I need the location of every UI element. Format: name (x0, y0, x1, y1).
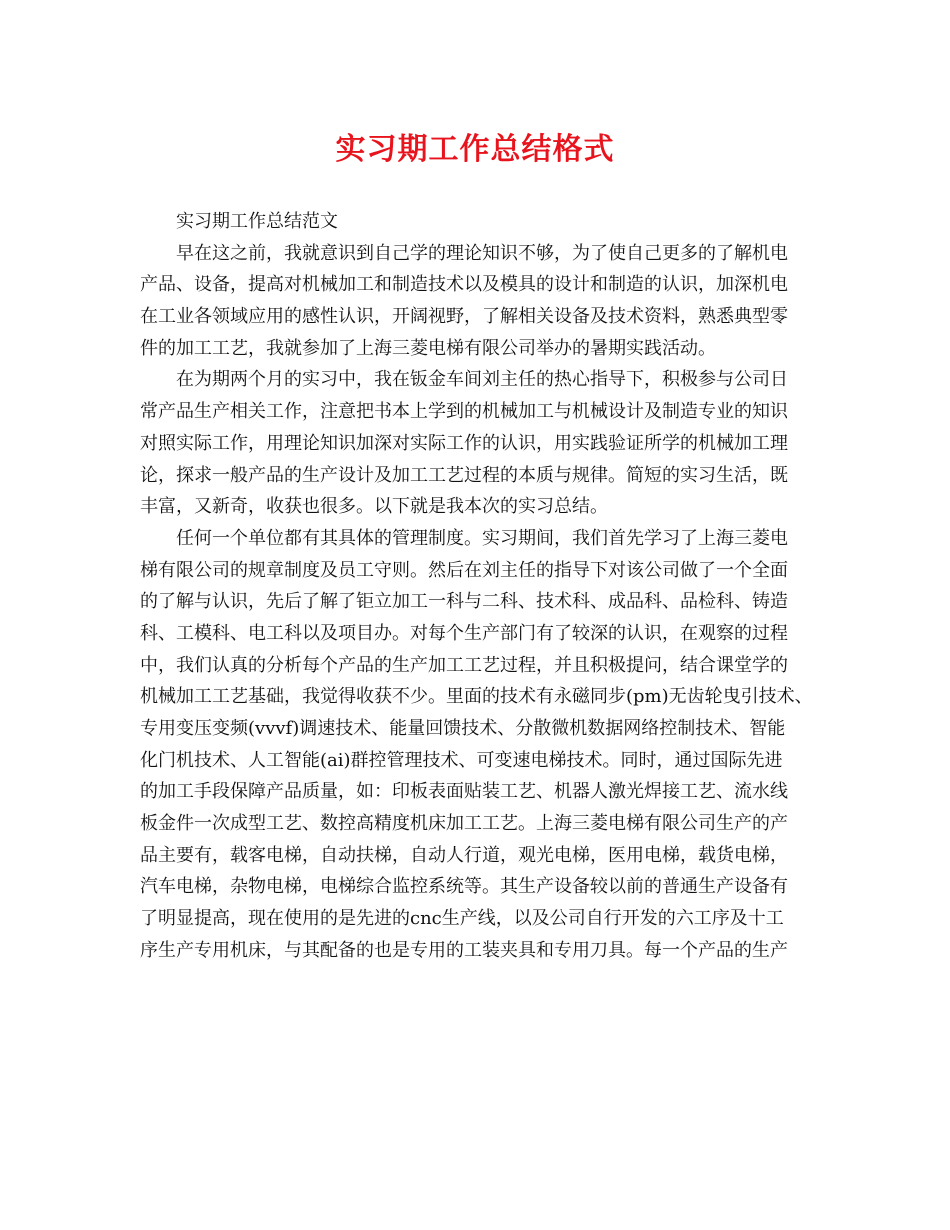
body-text-line: 件的加工工艺，我就参加了上海三菱电梯有限公司举办的暑期实践活动。 (140, 337, 716, 359)
body-text-line: 梯有限公司的规章制度及员工守则。然后在刘主任的指导下对该公司做了一个全面 (140, 559, 788, 581)
body-text-line: 中，我们认真的分析每个产品的生产加工工艺过程，并且积极提问，结合课堂学的 (140, 654, 788, 676)
body-text-line: 在工业各领域应用的感性认识，开阔视野，了解相关设备及技术资料，熟悉典型零 (140, 306, 788, 328)
body-text-line: 丰富，又新奇，收获也很多。以下就是我本次的实习总结。 (140, 496, 608, 518)
body-text-line: 常产品生产相关工作，注意把书本上学到的机械加工与机械设计及制造专业的知识 (140, 401, 788, 423)
body-text-line: 早在这之前，我就意识到自己学的理论知识不够，为了使自己更多的了解机电 (176, 242, 788, 264)
body-text-line: 科、工模科、电工科以及项目办。对每个生产部门有了较深的认识，在观察的过程 (140, 622, 788, 644)
body-text-line: 实习期工作总结范文 (176, 211, 338, 232)
body-text-line: 的加工手段保障产品质量，如：印板表面贴装工艺、机器人激光焊接工艺、流水线 (140, 781, 788, 803)
body-text-line: 专用变压变频(vvvf)调速技术、能量回馈技术、分散微机数据网络控制技术、智能 (140, 718, 786, 739)
body-text-line: 化门机技术、人工智能(ai)群控管理技术、可变速电梯技术。同时，通过国际先进 (140, 749, 783, 771)
body-text-line: 汽车电梯，杂物电梯，电梯综合监控系统等。其生产设备较以前的普通生产设备有 (140, 876, 788, 898)
body-text-line: 板金件一次成型工艺、数控高精度机床加工工艺。上海三菱电梯有限公司生产的产 (140, 813, 788, 835)
body-text-line: 产品、设备，提高对机械加工和制造技术以及模具的设计和制造的认识，加深机电 (140, 274, 788, 296)
body-text-line: 品主要有，载客电梯，自动扶梯，自动人行道，观光电梯，医用电梯，载货电梯， (140, 844, 788, 866)
body-text-line: 对照实际工作，用理论知识加深对实际工作的认识，用实践验证所学的机械加工理 (140, 432, 788, 454)
body-text-line: 序生产专用机床，与其配备的也是专用的工装夹具和专用刀具。每一个产品的生产 (140, 939, 788, 961)
body-text-line: 任何一个单位都有其具体的管理制度。实习期间，我们首先学习了上海三菱电 (176, 527, 788, 549)
body-text-line: 在为期两个月的实习中，我在钣金车间刘主任的热心指导下，积极参与公司日 (176, 369, 788, 391)
document-body (140, 206, 813, 967)
body-text-line: 的了解与认识，先后了解了钜立加工一科与二科、技术科、成品科、品检科、铸造 (140, 591, 788, 613)
body-text-line: 了明显提高，现在使用的是先进的cnc生产线，以及公司自行开发的六工序及十工 (140, 908, 784, 930)
body-text-line: 论，探求一般产品的生产设计及加工工艺过程的本质与规律。简短的实习生活，既 (140, 464, 788, 486)
body-text-line: 机械加工工艺基础，我觉得收获不少。里面的技术有永磁同步(pm)无齿轮曳引技术、 (140, 686, 813, 708)
document-title: 实习期工作总结格式 (335, 132, 615, 167)
